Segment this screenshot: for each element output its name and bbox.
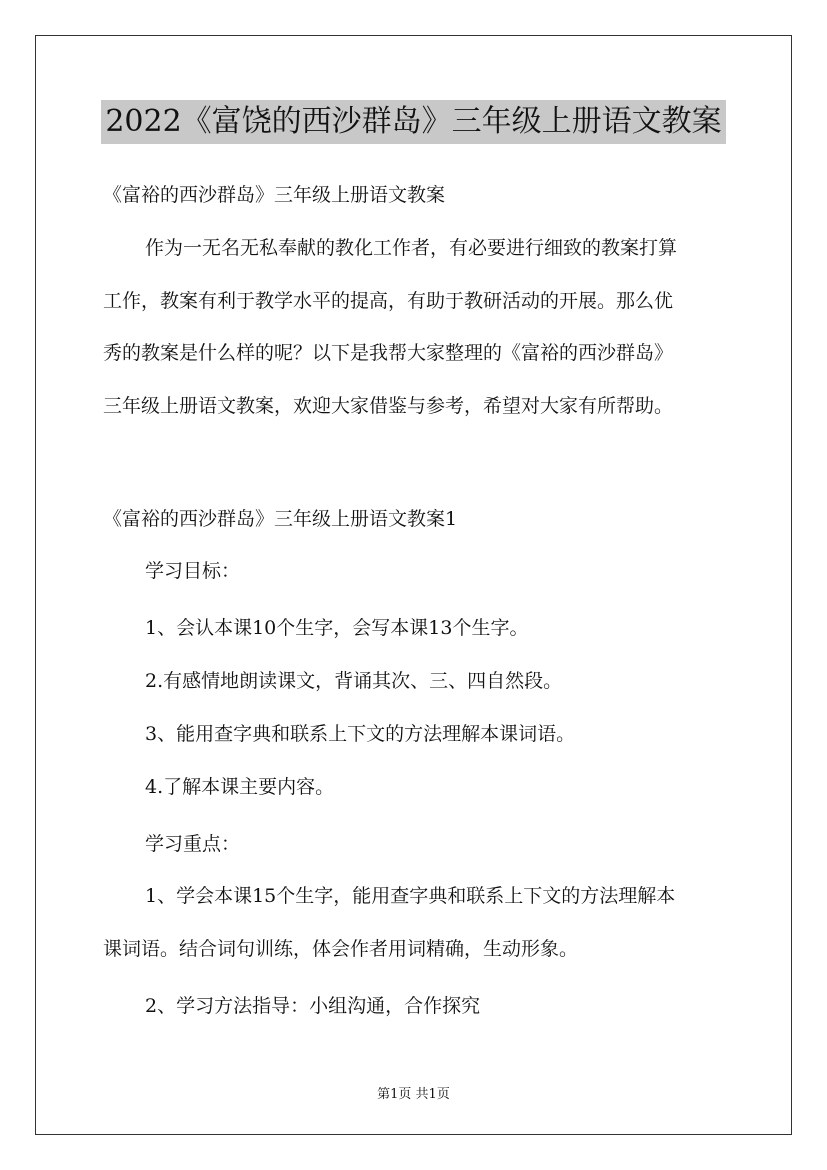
title-container — [0, 100, 827, 144]
intro-paragraph — [103, 222, 728, 432]
goals-label: 学习目标： — [145, 560, 241, 582]
focus-label: 学习重点： — [145, 833, 241, 855]
focus-line: 课词语。结合词句训练，体会作者用词精确，生动形象。 — [103, 937, 579, 960]
document-title: 2022《富饶的西沙群岛》三年级上册语文教案 — [101, 100, 725, 144]
goal-item: 1、会认本课10个生字，会写本课13个生字。 — [145, 617, 529, 639]
intro-line: 秀的教案是什么样的呢？以下是我帮大家整理的《富裕的西沙群岛》 — [103, 342, 674, 364]
focus-line: 1、学会本课15个生字，能用查字典和联系上下文的方法理解本 — [145, 885, 676, 907]
intro-line: 作为一无名无私奉献的教化工作者，有必要进行细致的教案打算 — [145, 237, 678, 259]
document-subtitle: 《富裕的西沙群岛》三年级上册语文教案 — [103, 184, 446, 206]
focus-item: 2、学习方法指导：小组沟通，合作探究 — [145, 995, 481, 1017]
page-footer: 第1页 共1页 — [377, 1087, 450, 1102]
goal-item: 2.有感情地朗读课文，背诵其次、三、四自然段。 — [145, 670, 563, 692]
focus-paragraph — [103, 870, 728, 975]
intro-line: 工作，教案有利于教学水平的提高，有助于教研活动的开展。那么优 — [103, 289, 674, 312]
goal-item: 4.了解本课主要内容。 — [145, 776, 335, 798]
goal-item: 3、能用查字典和联系上下文的方法理解本课词语。 — [145, 723, 576, 745]
intro-line: 三年级上册语文教案，欢迎大家借鉴与参考，希望对大家有所帮助。 — [103, 394, 674, 417]
section-heading: 《富裕的西沙群岛》三年级上册语文教案1 — [103, 508, 458, 530]
